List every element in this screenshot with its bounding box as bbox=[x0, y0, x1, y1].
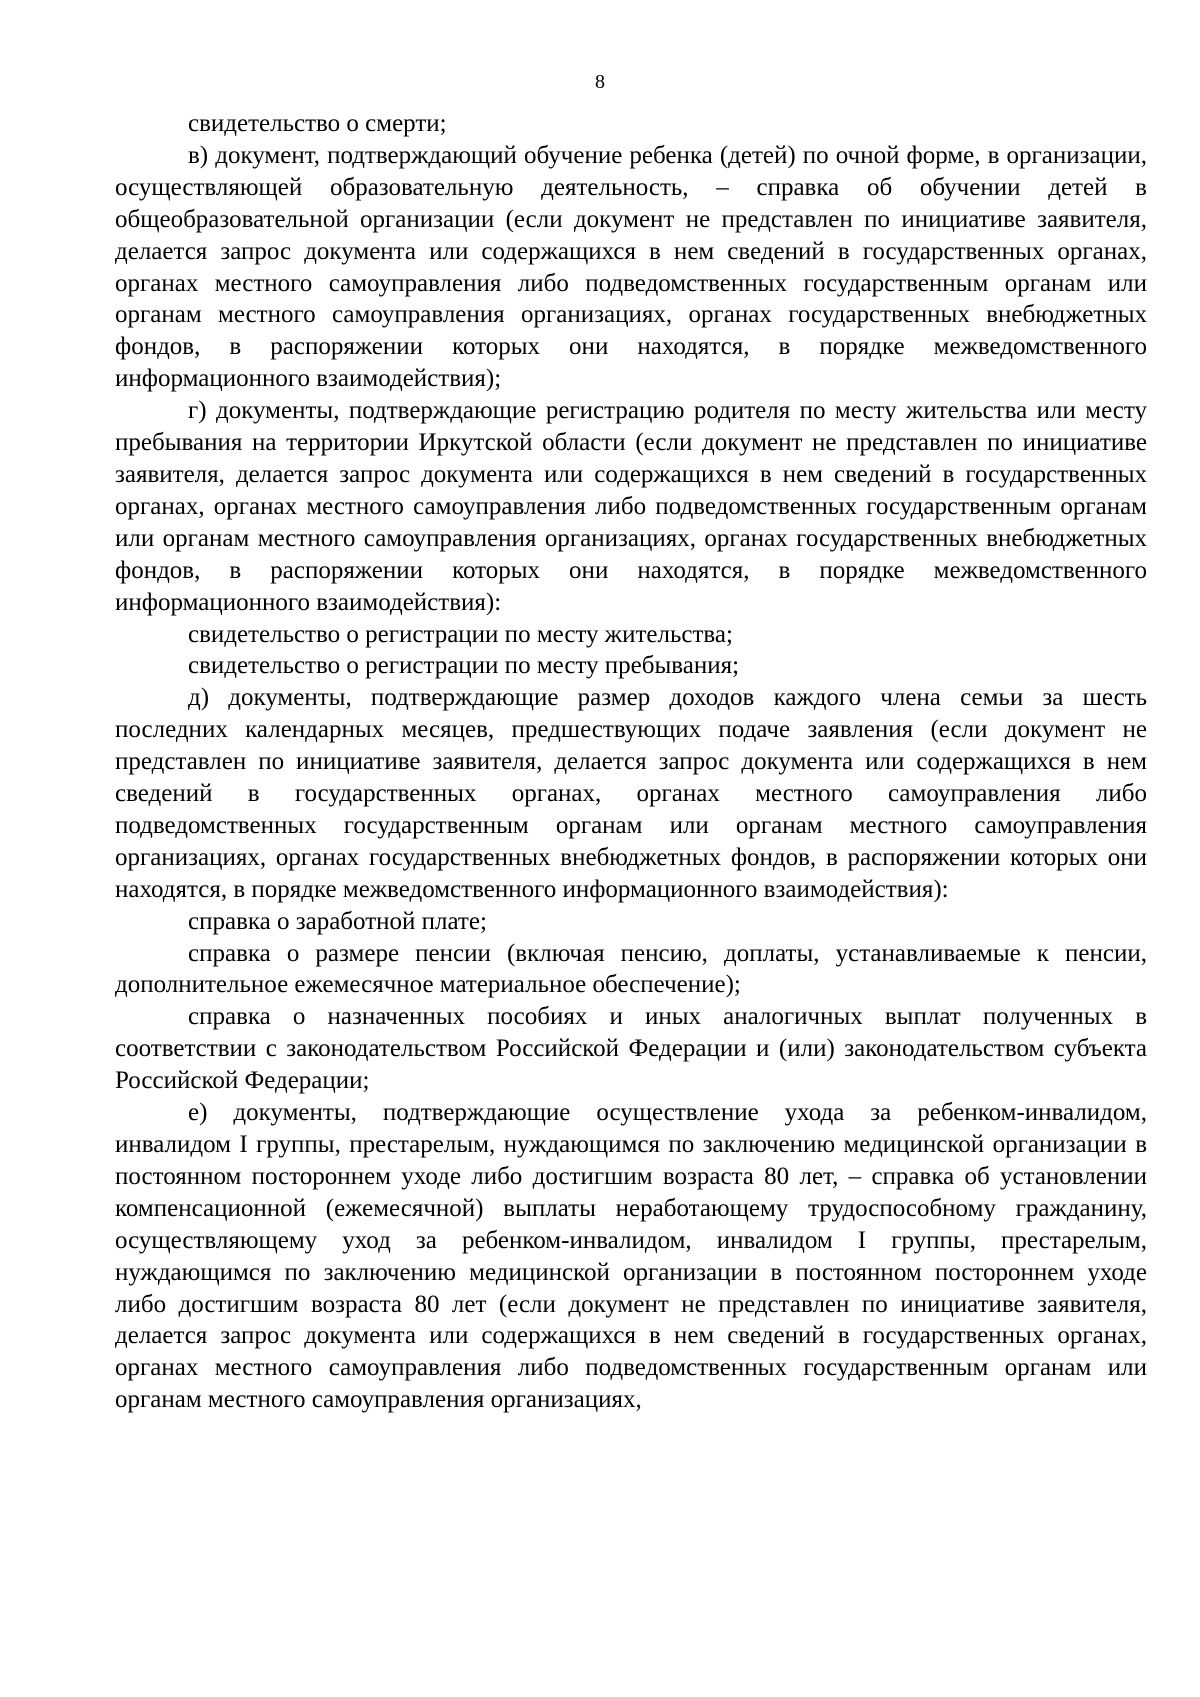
paragraph-residence-registration: свидетельство о регистрации по месту жительства; bbox=[188, 620, 733, 648]
paragraph-item-v: в) документ, подтверждающий обучение ребенка (детей) по очной форме, в организации, осуществляющей образовательную деятельность, – справка об обучении детей в общеобразовательной организации (если документ не представлен по инициативе заявителя, делается запрос документа или содержащихся в нем сведений в государственных органах, органах местного самоуправления либо подведомственных государственным органам или органам местного самоуправления организациях, органах государственных внебюджетных фондов, в распоряжении которых они находятся, в порядке межведомственного информационного взаимодействия); bbox=[115, 141, 1147, 393]
document-body bbox=[115, 108, 1147, 1416]
paragraph-item-e: е) документы, подтверждающие осуществление ухода за ребенком-инвалидом, инвалидом I группы, престарелым, нуждающимся по заключению медицинской организации в постоянном постороннем уходе либо достигшим возраста 80 лет, – справка об установлении компенсационной (ежемесячной) выплаты неработающему трудоспособному гражданину, осуществляющему уход за ребенком-инвалидом, инвалидом I группы, престарелым, нуждающимся по заключению медицинской организации в постоянном постороннем уходе либо достигшим возраста 80 лет (если документ не представлен по инициативе заявителя, делается запрос документа или содержащихся в нем сведений в государственных органах, органах местного самоуправления либо подведомственных государственным органам или органам местного самоуправления организациях, bbox=[115, 1099, 1147, 1414]
paragraph-salary-certificate: справка о заработной плате; bbox=[188, 907, 487, 935]
paragraph-stay-registration: свидетельство о регистрации по месту пребывания; bbox=[188, 652, 740, 680]
paragraph-benefits-certificate: справка о назначенных пособиях и иных аналогичных выплат полученных в соответствии с законодательством Российской Федерации и (или) законодательством субъекта Российской Федерации; bbox=[115, 1003, 1147, 1095]
paragraph-death-certificate: свидетельство о смерти; bbox=[188, 110, 447, 137]
paragraph-item-g: г) документы, подтверждающие регистрацию родителя по месту жительства или месту пребывания на территории Иркутской области (если документ не представлен по инициативе заявителя, делается запрос документа или содержащихся в нем сведений в государственных органах, органах местного самоуправления либо подведомственных государственным органам или органам местного самоуправления организациях, органах государственных внебюджетных фондов, в распоряжении которых они находятся, в порядке межведомственного информационного взаимодействия): bbox=[115, 397, 1147, 616]
page-number: 8 bbox=[595, 71, 605, 93]
paragraph-item-d: д) документы, подтверждающие размер доходов каждого члена семьи за шесть последних календарных месяцев, предшествующих подаче заявления (если документ не представлен по инициативе заявителя, делается запрос документа или содержащихся в нем сведений в государственных органах, органах местного самоуправления либо подведомственных государственным органам или органам местного самоуправления организациях, органах государственных внебюджетных фондов, в распоряжении которых они находятся, в порядке межведомственного информационного взаимодействия): bbox=[115, 684, 1147, 903]
paragraph-pension-certificate: справка о размере пенсии (включая пенсию, доплаты, устанавливаемые к пенсии, дополнительное ежемесячное материальное обеспечение); bbox=[115, 939, 1147, 999]
